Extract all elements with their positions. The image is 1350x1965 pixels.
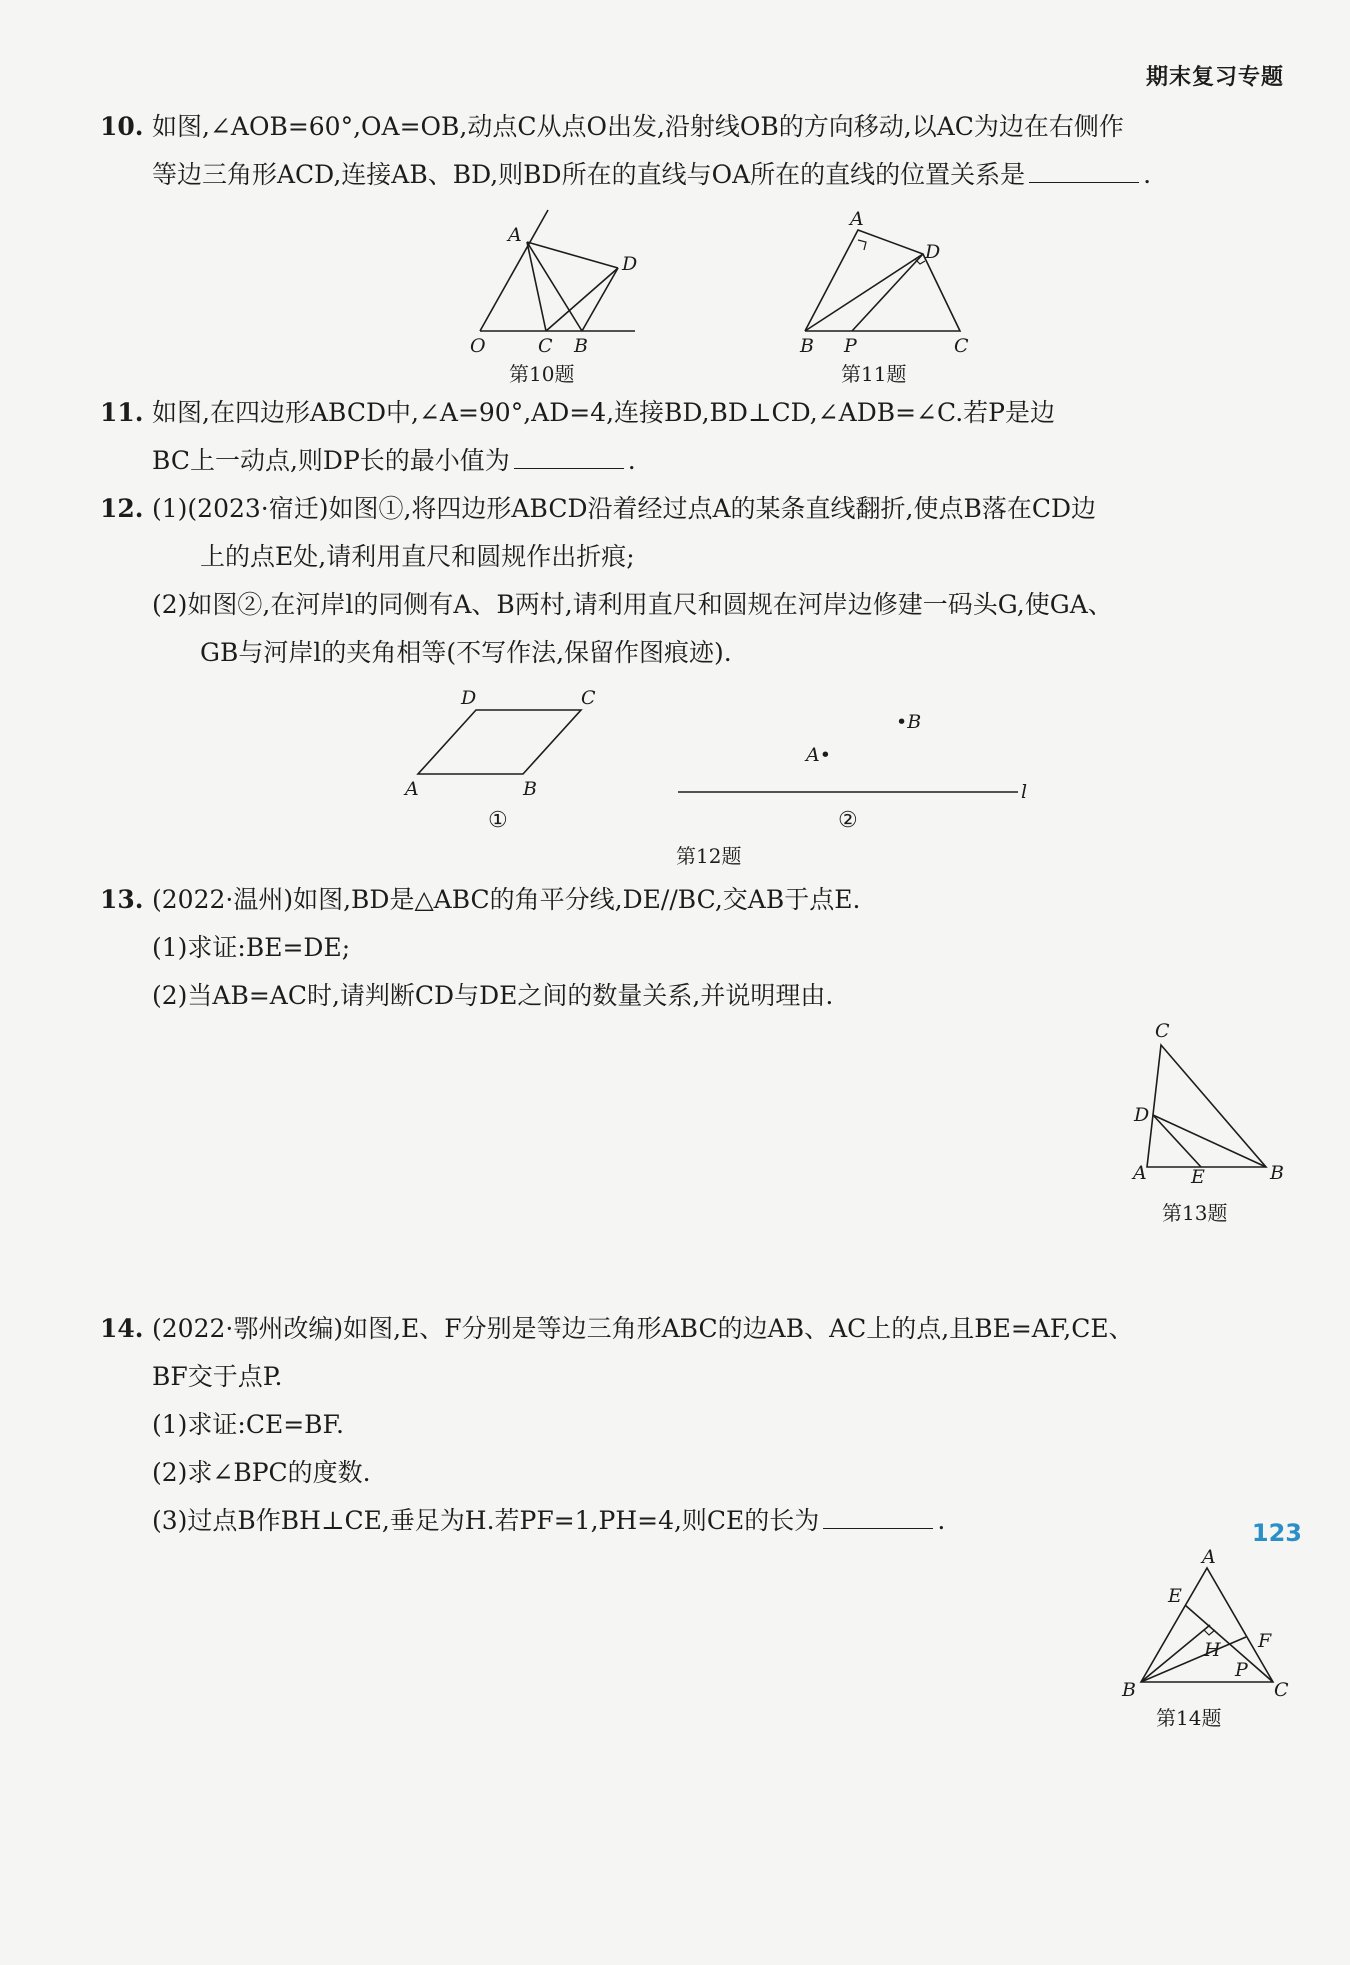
question-12 [100, 485, 1290, 677]
parallelogram-abcd [418, 710, 581, 774]
label-e: E [1168, 1585, 1182, 1607]
segment-ac [527, 242, 546, 331]
label-c: C [954, 335, 969, 357]
figure-11-caption: 第11题 [841, 362, 907, 386]
question-text: BF交于点P. [152, 1362, 283, 1391]
section-header: 期末复习专题 [1145, 65, 1284, 90]
question-text: 如图,在四边形ABCD中,∠A=90°,AD=4,连接BD,BD⊥CD,∠ADB=∠C.若P是边 [152, 398, 1056, 427]
label-b: B [1122, 1679, 1136, 1701]
question-number: 10. [100, 112, 144, 141]
label-d: D [925, 241, 941, 263]
label-d: D [461, 687, 477, 709]
question-text: (2)求∠BPC的度数. [152, 1458, 371, 1487]
segment-bh [1141, 1625, 1210, 1682]
label-c: C [538, 335, 553, 357]
figure-13-caption: 第13题 [1162, 1201, 1228, 1225]
label-f: F [1258, 1630, 1272, 1652]
segment-db [582, 268, 618, 331]
label-p: P [844, 335, 857, 357]
figure-12-2-label: ② [838, 808, 858, 833]
answer-blank [823, 1508, 933, 1529]
question-text: (1)求证:CE=BF. [152, 1410, 344, 1439]
label-b: B [574, 335, 588, 357]
question-text: BC上一动点,则DP长的最小值为 [152, 446, 510, 475]
question-text: 等边三角形ACD,连接AB、BD,则BD所在的直线与OA所在的直线的位置关系是 [152, 160, 1026, 189]
triangle-abc [1147, 1045, 1266, 1167]
question-text: (1)(2023·宿迁)如图①,将四边形ABCD沿着经过点A的某条直线翻折,使点B落在CD边 [152, 494, 1097, 523]
label-l: l [1021, 781, 1028, 803]
label-c: C [1274, 1679, 1289, 1701]
label-c: C [581, 687, 596, 709]
figure-12-1 [403, 682, 603, 800]
label-b: B [1270, 1162, 1284, 1184]
answer-blank [514, 448, 624, 469]
question-10: 10. 如图,∠AOB=60°,OA=OB,动点C从点O出发,沿射线OB的方向移动,以AC为边在右侧作 等边三角形ACD,连接AB、BD,则BD所在的直线与OA所在的直线的位置关系是 . [100, 103, 1290, 199]
question-text: (2022·温州)如图,BD是△ABC的角平分线,DE//BC,交AB于点E. [152, 885, 861, 914]
question-text: (2)当AB=AC时,请判断CD与DE之间的数量关系,并说明理由. [152, 981, 834, 1010]
answer-blank [1029, 162, 1139, 183]
figure-12-caption: 第12题 [676, 844, 742, 868]
label-b: B [800, 335, 814, 357]
question-text: (2022·鄂州改编)如图,E、F分别是等边三角形ABC的边AB、AC上的点,且BE=AF,CE、 [152, 1314, 1134, 1343]
question-text: 如图,∠AOB=60°,OA=OB,动点C从点O出发,沿射线OB的方向移动,以AC为边在右侧作 [152, 112, 1124, 141]
figure-13 [1125, 1020, 1295, 1193]
segment-de [1153, 1115, 1201, 1167]
segment-bd [1153, 1115, 1266, 1167]
question-text: (1)求证:BE=DE; [152, 933, 351, 962]
label-d: D [1134, 1104, 1150, 1126]
right-angle-mark-a [858, 240, 866, 250]
label-a: A [508, 224, 522, 246]
label-d: D [622, 253, 638, 275]
village-a: A• [806, 744, 831, 766]
figure-11-drawing [798, 208, 973, 357]
figure-12-2 [676, 708, 1036, 808]
figure-11 [798, 208, 973, 357]
label-b: B [523, 778, 537, 800]
figure-14 [1118, 1546, 1298, 1702]
question-14: 14. (2022·鄂州改编)如图,E、F分别是等边三角形ABC的边AB、AC上的点,且BE=AF,CE、 BF交于点P. (1)求证:CE=BF. (2)求∠BPC的度数. (3)过点B作BH⊥CE,垂足为H.若PF=1,PH=4,则CE的长为 . [100, 1305, 1290, 1545]
segment-cd [546, 268, 618, 331]
question-11: 11. 如图,在四边形ABCD中,∠A=90°,AD=4,连接BD,BD⊥CD,∠ADB=∠C.若P是边 BC上一动点,则DP长的最小值为 . [100, 389, 1290, 485]
figure-10 [470, 208, 640, 357]
figure-14-caption: 第14题 [1156, 1706, 1222, 1730]
question-text: GB与河岸l的夹角相等(不写作法,保留作图痕迹). [200, 638, 732, 667]
question-text: (2)如图②,在河岸l的同侧有A、B两村,请利用直尺和圆规在河岸边修建一码头G,使GA、 [152, 590, 1113, 619]
label-o: O [470, 335, 486, 357]
question-number: 14. [100, 1314, 144, 1343]
figure-12-1-label: ① [488, 808, 508, 833]
figure-10-drawing [470, 208, 640, 357]
village-b: •B [896, 711, 922, 733]
label-h: H [1204, 1639, 1221, 1661]
question-number: 13. [100, 885, 144, 914]
segment-bf [1141, 1637, 1246, 1682]
label-c: C [1155, 1020, 1170, 1042]
label-p: P [1235, 1659, 1248, 1681]
page-number: 123 [1251, 1519, 1302, 1547]
segment-bd [805, 254, 923, 331]
figure-12-2-drawing [676, 708, 1036, 808]
label-a: A [1133, 1162, 1147, 1184]
label-a: A [405, 778, 419, 800]
label-e: E [1191, 1166, 1205, 1188]
question-text: (3)过点B作BH⊥CE,垂足为H.若PF=1,PH=4,则CE的长为 [152, 1506, 820, 1535]
question-13 [100, 876, 1290, 1020]
label-a: A [1202, 1546, 1216, 1568]
figure-13-drawing [1125, 1020, 1295, 1193]
label-a: A [850, 208, 864, 230]
question-number: 11. [100, 398, 144, 427]
figure-12-1-drawing [403, 682, 603, 800]
figure-14-drawing [1118, 1546, 1298, 1702]
question-number: 12. [100, 494, 144, 523]
question-text: 上的点E处,请利用直尺和圆规作出折痕; [200, 542, 635, 571]
right-angle-mark-h [1204, 1630, 1215, 1635]
figure-10-caption: 第10题 [509, 362, 575, 386]
